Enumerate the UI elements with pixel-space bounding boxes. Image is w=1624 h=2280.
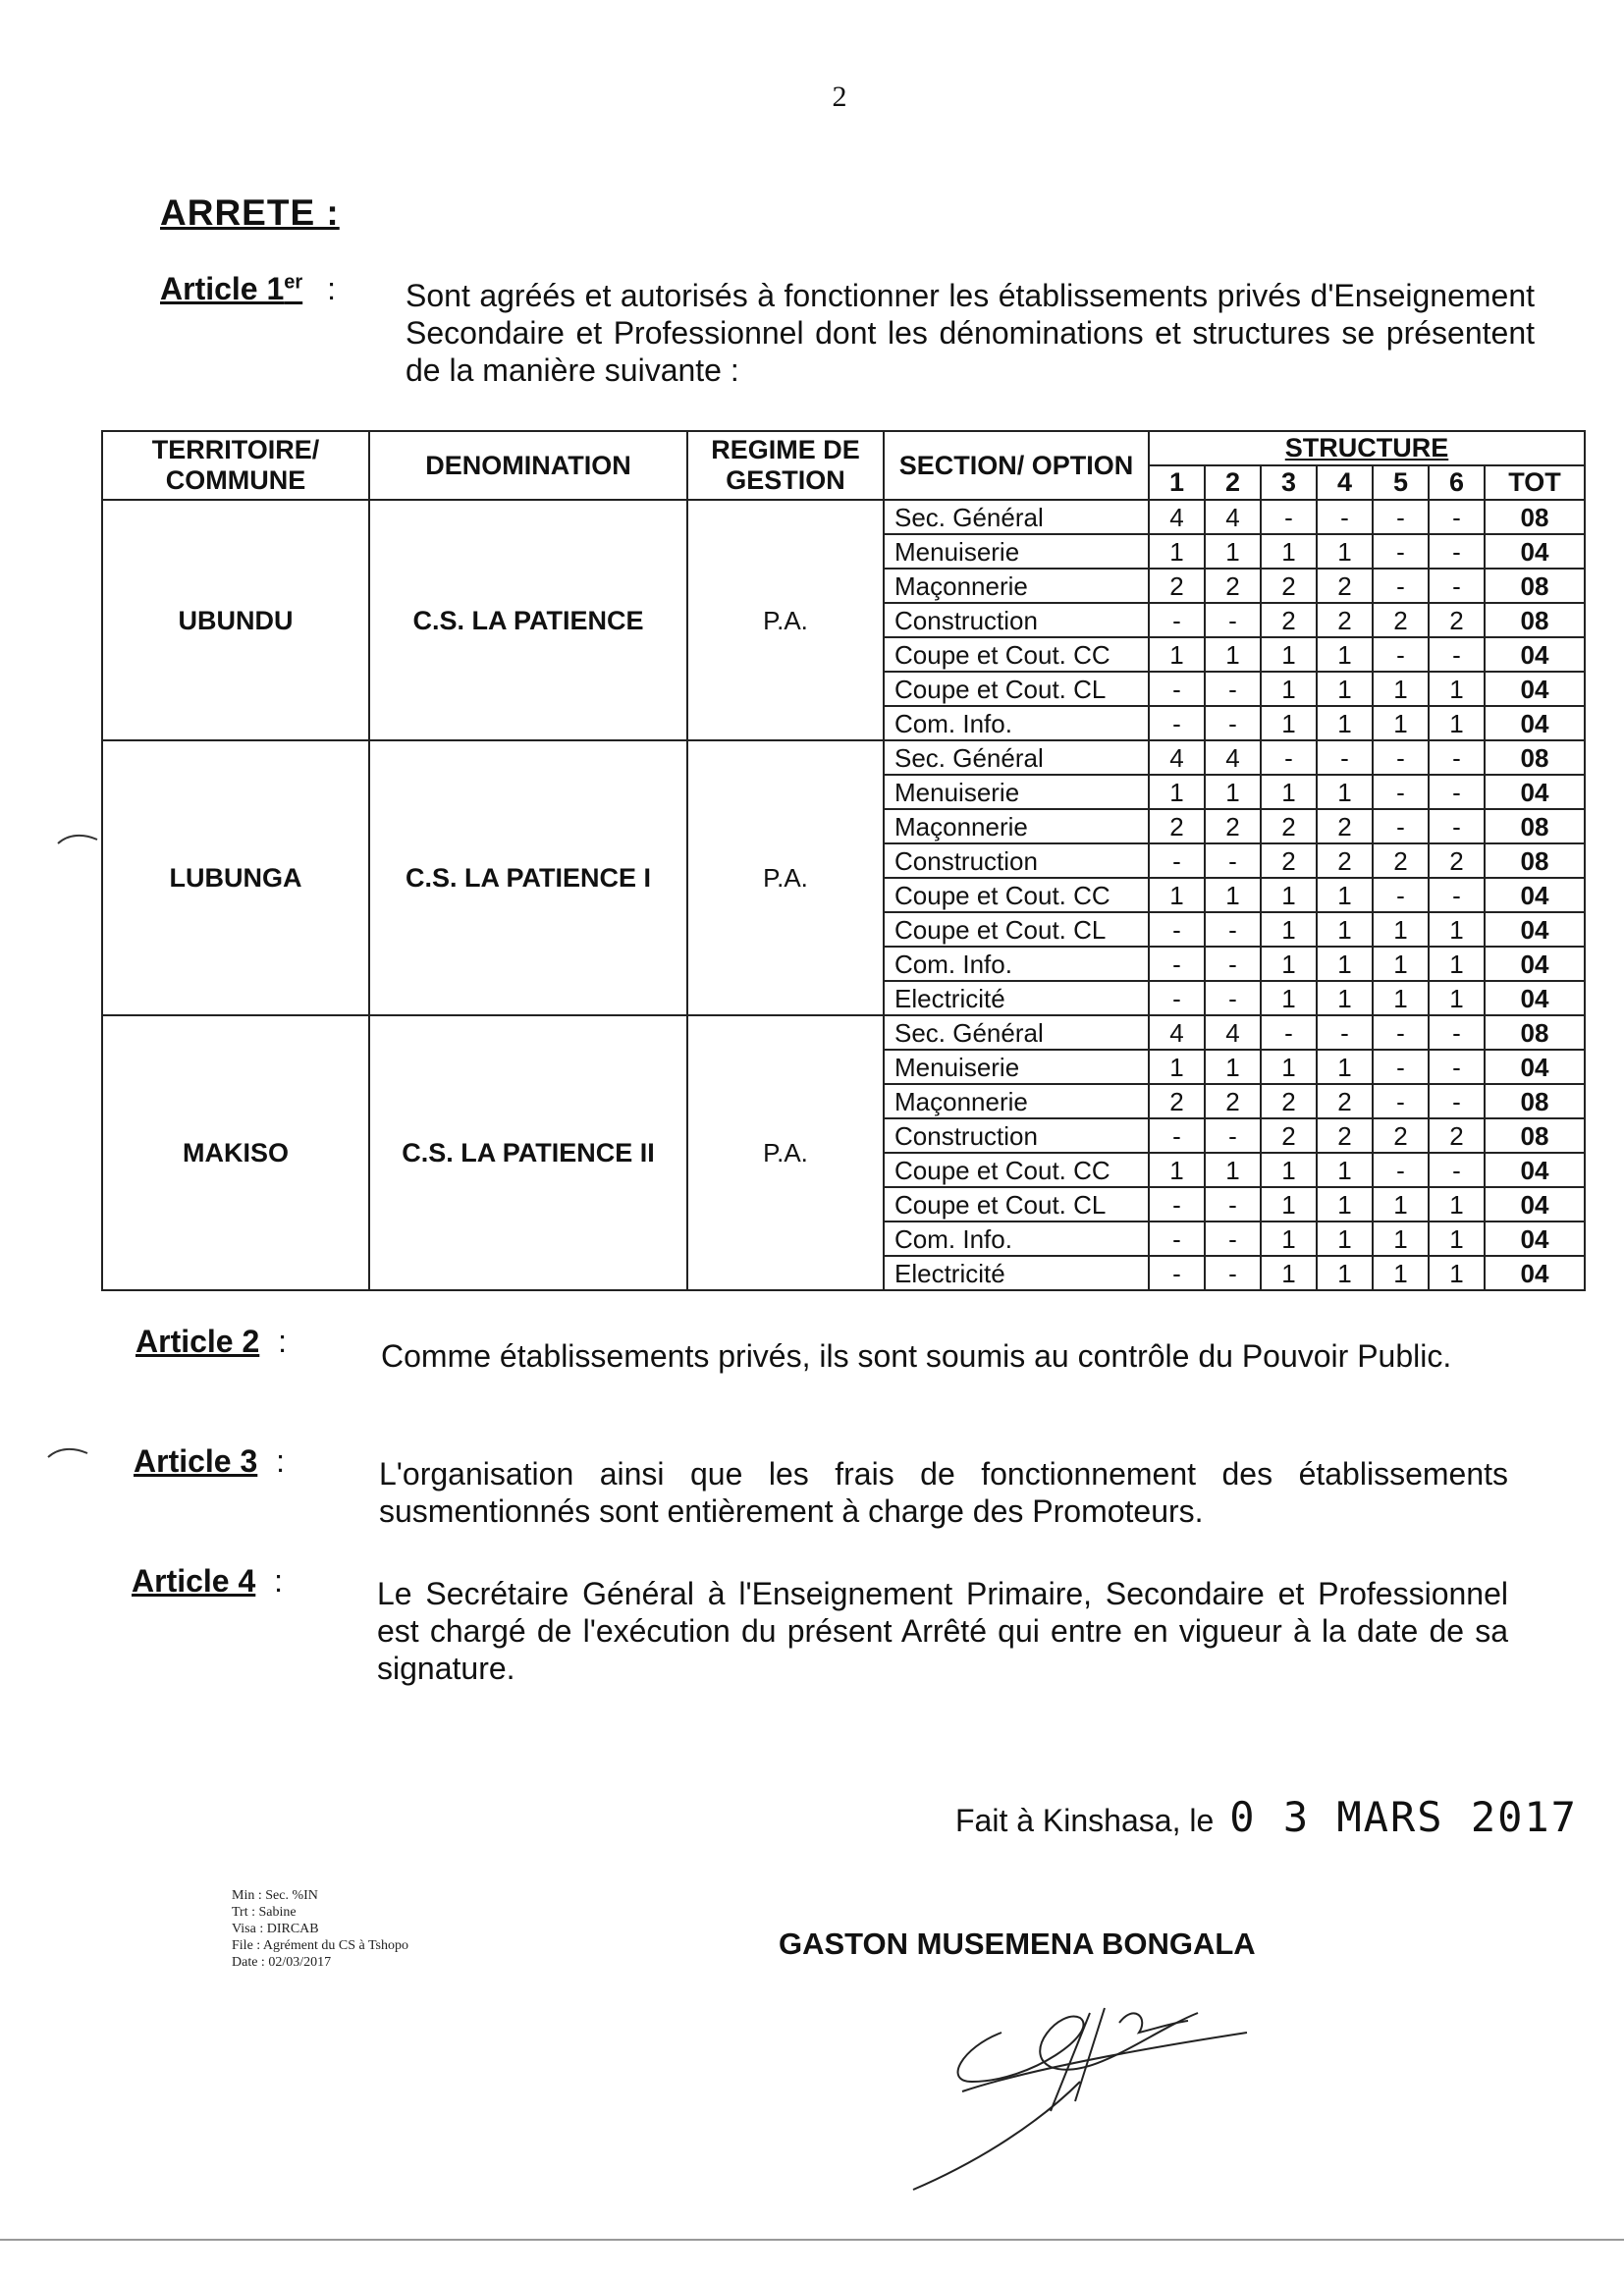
structure-value-cell: - xyxy=(1261,500,1317,534)
structure-value-cell: 2 xyxy=(1261,603,1317,637)
article-4-text: Le Secrétaire Général à l'Enseignement Primaire, Secondaire et Professionnel est chargé de l'exécution du présent Arrêté qui entre en vigueur à la date de sa signature. xyxy=(377,1576,1508,1686)
signatory-name: GASTON MUSEMENA BONGALA xyxy=(779,1927,1256,1961)
table-row xyxy=(102,500,1585,534)
structure-value-cell: 1 xyxy=(1205,775,1261,809)
header-structure xyxy=(1149,431,1585,465)
structure-value-cell: 2 xyxy=(1149,1084,1205,1118)
structure-table xyxy=(101,430,1586,1291)
section-cell: Maçonnerie xyxy=(884,809,1149,843)
structure-value-cell: 1 xyxy=(1149,878,1205,912)
structure-value-cell: - xyxy=(1429,500,1485,534)
structure-value-cell: - xyxy=(1205,947,1261,981)
structure-value-cell: - xyxy=(1261,740,1317,775)
structure-value-cell: 1 xyxy=(1149,1050,1205,1084)
structure-value-cell: 1 xyxy=(1317,1221,1373,1256)
total-cell: 04 xyxy=(1485,878,1585,912)
structure-value-cell: 2 xyxy=(1261,569,1317,603)
structure-value-cell: 1 xyxy=(1261,1221,1317,1256)
structure-value-cell: 1 xyxy=(1373,1187,1429,1221)
structure-value-cell: - xyxy=(1205,1221,1261,1256)
section-cell: Coupe et Cout. CC xyxy=(884,637,1149,672)
territoire-cell: UBUNDU xyxy=(102,500,369,740)
structure-value-cell: 4 xyxy=(1205,740,1261,775)
structure-value-cell: 4 xyxy=(1205,1015,1261,1050)
header-territoire: TERRITOIRE/ COMMUNE xyxy=(102,431,369,500)
section-cell: Coupe et Cout. CL xyxy=(884,912,1149,947)
structure-value-cell: 1 xyxy=(1373,672,1429,706)
total-cell: 04 xyxy=(1485,1187,1585,1221)
regime-cell: P.A. xyxy=(687,740,884,1015)
total-cell: 08 xyxy=(1485,740,1585,775)
regime-cell: P.A. xyxy=(687,1015,884,1290)
structure-value-cell: 1 xyxy=(1317,912,1373,947)
structure-value-cell: - xyxy=(1205,672,1261,706)
total-cell: 08 xyxy=(1485,500,1585,534)
structure-value-cell: 1 xyxy=(1429,1221,1485,1256)
structure-value-cell: 2 xyxy=(1317,569,1373,603)
denomination-cell: C.S. LA PATIENCE xyxy=(369,500,687,740)
territoire-cell: LUBUNGA xyxy=(102,740,369,1015)
structure-value-cell: 1 xyxy=(1317,1153,1373,1187)
structure-value-cell: - xyxy=(1261,1015,1317,1050)
structure-value-cell: - xyxy=(1205,706,1261,740)
structure-value-cell: - xyxy=(1429,1084,1485,1118)
total-cell: 08 xyxy=(1485,1015,1585,1050)
section-cell: Sec. Général xyxy=(884,740,1149,775)
structure-value-cell: - xyxy=(1149,603,1205,637)
structure-value-cell: 1 xyxy=(1429,981,1485,1015)
section-cell: Construction xyxy=(884,843,1149,878)
structure-value-cell: - xyxy=(1429,775,1485,809)
scan-mark xyxy=(54,830,103,849)
header-col-4: 4 xyxy=(1317,465,1373,500)
total-cell: 08 xyxy=(1485,843,1585,878)
structure-value-cell: 1 xyxy=(1317,534,1373,569)
regime-cell: P.A. xyxy=(687,500,884,740)
header-col-3: 3 xyxy=(1261,465,1317,500)
structure-value-cell: - xyxy=(1373,878,1429,912)
section-cell: Menuiserie xyxy=(884,1050,1149,1084)
structure-value-cell: 2 xyxy=(1205,809,1261,843)
structure-value-cell: 2 xyxy=(1261,1084,1317,1118)
structure-value-cell: 1 xyxy=(1429,1256,1485,1290)
article-4-colon: : xyxy=(274,1563,284,1599)
structure-value-cell: 2 xyxy=(1317,809,1373,843)
structure-value-cell: - xyxy=(1149,1187,1205,1221)
header-col-6: 6 xyxy=(1429,465,1485,500)
structure-value-cell: 2 xyxy=(1373,843,1429,878)
structure-value-cell: 1 xyxy=(1373,1221,1429,1256)
structure-value-cell: 1 xyxy=(1261,1256,1317,1290)
structure-value-cell: - xyxy=(1429,1153,1485,1187)
decree-heading: ARRETE : xyxy=(160,192,340,233)
structure-value-cell: 1 xyxy=(1149,534,1205,569)
structure-value-cell: - xyxy=(1149,981,1205,1015)
structure-value-cell: 2 xyxy=(1429,603,1485,637)
handwritten-signature xyxy=(903,1974,1257,2199)
structure-value-cell: 1 xyxy=(1317,1187,1373,1221)
structure-value-cell: 1 xyxy=(1261,947,1317,981)
structure-value-cell: - xyxy=(1429,637,1485,672)
structure-value-cell: 4 xyxy=(1149,500,1205,534)
article-4-label-text: Article 4 xyxy=(132,1563,256,1599)
structure-value-cell: - xyxy=(1373,775,1429,809)
structure-value-cell: 1 xyxy=(1429,912,1485,947)
structure-value-cell: - xyxy=(1373,1084,1429,1118)
structure-value-cell: 1 xyxy=(1429,706,1485,740)
denomination-cell: C.S. LA PATIENCE II xyxy=(369,1015,687,1290)
structure-value-cell: - xyxy=(1205,912,1261,947)
section-cell: Coupe et Cout. CL xyxy=(884,1187,1149,1221)
structure-value-cell: 1 xyxy=(1317,878,1373,912)
structure-value-cell: 1 xyxy=(1317,775,1373,809)
total-cell: 04 xyxy=(1485,1256,1585,1290)
structure-value-cell: 2 xyxy=(1429,843,1485,878)
structure-value-cell: - xyxy=(1205,1187,1261,1221)
total-cell: 08 xyxy=(1485,569,1585,603)
structure-value-cell: 1 xyxy=(1261,981,1317,1015)
structure-value-cell: 1 xyxy=(1149,775,1205,809)
structure-value-cell: 1 xyxy=(1317,981,1373,1015)
structure-value-cell: 1 xyxy=(1373,1256,1429,1290)
structure-value-cell: 1 xyxy=(1429,672,1485,706)
structure-value-cell: 1 xyxy=(1149,1153,1205,1187)
reference-line: Min : Sec. %IN xyxy=(232,1888,318,1903)
header-regime: REGIME DE GESTION xyxy=(687,431,884,500)
structure-value-cell: - xyxy=(1373,569,1429,603)
article-2-label xyxy=(135,1324,287,1360)
structure-value-cell: 1 xyxy=(1205,878,1261,912)
section-cell: Construction xyxy=(884,603,1149,637)
structure-value-cell: 1 xyxy=(1373,947,1429,981)
section-cell: Maçonnerie xyxy=(884,569,1149,603)
total-cell: 08 xyxy=(1485,1118,1585,1153)
structure-value-cell: 2 xyxy=(1261,843,1317,878)
structure-value-cell: - xyxy=(1205,843,1261,878)
section-cell: Com. Info. xyxy=(884,706,1149,740)
structure-value-cell: - xyxy=(1429,534,1485,569)
total-cell: 04 xyxy=(1485,706,1585,740)
structure-value-cell: 1 xyxy=(1261,1187,1317,1221)
structure-value-cell: 1 xyxy=(1373,912,1429,947)
total-cell: 04 xyxy=(1485,1221,1585,1256)
total-cell: 04 xyxy=(1485,534,1585,569)
structure-value-cell: 2 xyxy=(1149,569,1205,603)
structure-value-cell: 2 xyxy=(1317,603,1373,637)
structure-value-cell: 1 xyxy=(1261,637,1317,672)
date-stamp: 0 3 MARS 2017 xyxy=(1229,1793,1578,1841)
territoire-cell: MAKISO xyxy=(102,1015,369,1290)
header-col-tot: TOT xyxy=(1485,465,1585,500)
article-3-colon: : xyxy=(276,1443,286,1479)
total-cell: 04 xyxy=(1485,1050,1585,1084)
structure-value-cell: - xyxy=(1373,500,1429,534)
total-cell: 04 xyxy=(1485,912,1585,947)
structure-value-cell: 4 xyxy=(1149,1015,1205,1050)
header-col-1: 1 xyxy=(1149,465,1205,500)
structure-value-cell: - xyxy=(1317,1015,1373,1050)
section-cell: Electricité xyxy=(884,1256,1149,1290)
structure-value-cell: 2 xyxy=(1205,569,1261,603)
total-cell: 08 xyxy=(1485,1084,1585,1118)
structure-value-cell: 1 xyxy=(1261,878,1317,912)
reference-line: Visa : DIRCAB xyxy=(232,1922,319,1936)
structure-value-cell: - xyxy=(1149,912,1205,947)
article-2-colon: : xyxy=(278,1324,288,1359)
header-col-2: 2 xyxy=(1205,465,1261,500)
denomination-cell: C.S. LA PATIENCE I xyxy=(369,740,687,1015)
total-cell: 04 xyxy=(1485,775,1585,809)
structure-value-cell: 1 xyxy=(1317,947,1373,981)
structure-value-cell: - xyxy=(1205,981,1261,1015)
table-row xyxy=(102,740,1585,775)
structure-value-cell: - xyxy=(1373,534,1429,569)
structure-value-cell: 1 xyxy=(1429,947,1485,981)
article-4-label xyxy=(132,1563,283,1600)
structure-value-cell: - xyxy=(1373,1015,1429,1050)
structure-value-cell: 1 xyxy=(1429,1187,1485,1221)
total-cell: 04 xyxy=(1485,981,1585,1015)
structure-value-cell: 1 xyxy=(1317,706,1373,740)
structure-value-cell: 2 xyxy=(1373,603,1429,637)
section-cell: Menuiserie xyxy=(884,775,1149,809)
section-cell: Coupe et Cout. CC xyxy=(884,1153,1149,1187)
article-2-text: Comme établissements privés, ils sont soumis au contrôle du Pouvoir Public. xyxy=(381,1338,1452,1374)
structure-value-cell: - xyxy=(1373,637,1429,672)
total-cell: 04 xyxy=(1485,672,1585,706)
section-cell: Coupe et Cout. CL xyxy=(884,672,1149,706)
structure-value-cell: 1 xyxy=(1149,637,1205,672)
section-cell: Electricité xyxy=(884,981,1149,1015)
header-col-5: 5 xyxy=(1373,465,1429,500)
header-structure-text: STRUCTURE xyxy=(1284,433,1449,462)
article-1-colon: : xyxy=(327,271,336,306)
structure-value-cell: - xyxy=(1149,1221,1205,1256)
structure-value-cell: 2 xyxy=(1373,1118,1429,1153)
scan-mark xyxy=(44,1443,93,1463)
signing-place-date xyxy=(955,1793,1578,1841)
article-1-text: Sont agréés et autorisés à fonctionner les établissements privés d'Enseignement Secondaire et Professionnel dont les dénominations et structures se présentent de la manière suivante : xyxy=(406,278,1535,388)
structure-value-cell: 1 xyxy=(1261,706,1317,740)
total-cell: 04 xyxy=(1485,947,1585,981)
structure-value-cell: 1 xyxy=(1205,637,1261,672)
page-number: 2 xyxy=(832,81,847,113)
structure-value-cell: 1 xyxy=(1317,1050,1373,1084)
reference-line: File : Agrément du CS à Tshopo xyxy=(232,1938,408,1953)
structure-value-cell: - xyxy=(1149,1118,1205,1153)
structure-value-cell: - xyxy=(1149,672,1205,706)
structure-value-cell: 1 xyxy=(1205,1050,1261,1084)
structure-value-cell: - xyxy=(1317,740,1373,775)
structure-value-cell: 1 xyxy=(1373,981,1429,1015)
total-cell: 08 xyxy=(1485,603,1585,637)
structure-value-cell: 1 xyxy=(1261,912,1317,947)
structure-value-cell: - xyxy=(1149,947,1205,981)
structure-value-cell: 1 xyxy=(1373,706,1429,740)
structure-value-cell: - xyxy=(1149,706,1205,740)
structure-value-cell: - xyxy=(1429,1015,1485,1050)
section-cell: Maçonnerie xyxy=(884,1084,1149,1118)
reference-block xyxy=(232,1887,408,1971)
header-denomination: DENOMINATION xyxy=(369,431,687,500)
structure-value-cell: 2 xyxy=(1317,1118,1373,1153)
structure-value-cell: - xyxy=(1373,1050,1429,1084)
structure-value-cell: 1 xyxy=(1317,672,1373,706)
structure-body xyxy=(102,500,1585,1290)
table-row xyxy=(102,1015,1585,1050)
article-1-label xyxy=(160,271,336,307)
section-cell: Sec. Général xyxy=(884,1015,1149,1050)
structure-value-cell: - xyxy=(1429,569,1485,603)
structure-value-cell: 2 xyxy=(1261,809,1317,843)
total-cell: 04 xyxy=(1485,637,1585,672)
structure-value-cell: 2 xyxy=(1205,1084,1261,1118)
structure-value-cell: 1 xyxy=(1317,1256,1373,1290)
article-1-label-text: Article 1 xyxy=(160,271,285,306)
article-3-text: L'organisation ainsi que les frais de fonctionnement des établissements susmentionnés sont entièrement à charge des Promoteurs. xyxy=(379,1456,1508,1529)
article-3-label-text: Article 3 xyxy=(134,1443,258,1479)
section-cell: Com. Info. xyxy=(884,1221,1149,1256)
reference-line: Date : 02/03/2017 xyxy=(232,1955,332,1970)
structure-value-cell: 1 xyxy=(1205,1153,1261,1187)
structure-value-cell: 1 xyxy=(1261,775,1317,809)
structure-value-cell: - xyxy=(1205,1118,1261,1153)
total-cell: 04 xyxy=(1485,1153,1585,1187)
structure-value-cell: 1 xyxy=(1261,1153,1317,1187)
section-cell: Coupe et Cout. CC xyxy=(884,878,1149,912)
signing-place: Fait à Kinshasa, le xyxy=(955,1803,1215,1838)
structure-value-cell: - xyxy=(1373,1153,1429,1187)
structure-value-cell: - xyxy=(1317,500,1373,534)
structure-value-cell: 2 xyxy=(1317,843,1373,878)
header-section: SECTION/ OPTION xyxy=(884,431,1149,500)
structure-value-cell: - xyxy=(1149,843,1205,878)
structure-value-cell: - xyxy=(1205,1256,1261,1290)
structure-value-cell: 4 xyxy=(1149,740,1205,775)
structure-value-cell: 1 xyxy=(1261,672,1317,706)
structure-value-cell: 4 xyxy=(1205,500,1261,534)
scan-edge-line xyxy=(0,2239,1624,2241)
structure-value-cell: 1 xyxy=(1261,534,1317,569)
structure-value-cell: - xyxy=(1429,878,1485,912)
section-cell: Sec. Général xyxy=(884,500,1149,534)
structure-value-cell: - xyxy=(1373,740,1429,775)
article-3-label xyxy=(134,1443,285,1480)
structure-value-cell: 2 xyxy=(1261,1118,1317,1153)
structure-value-cell: - xyxy=(1429,809,1485,843)
structure-value-cell: 1 xyxy=(1261,1050,1317,1084)
structure-value-cell: 2 xyxy=(1429,1118,1485,1153)
section-cell: Construction xyxy=(884,1118,1149,1153)
structure-value-cell: 1 xyxy=(1317,637,1373,672)
article-1-superscript: er xyxy=(284,271,303,294)
structure-value-cell: - xyxy=(1373,809,1429,843)
section-cell: Com. Info. xyxy=(884,947,1149,981)
structure-value-cell: - xyxy=(1429,740,1485,775)
structure-value-cell: 2 xyxy=(1317,1084,1373,1118)
reference-line: Trt : Sabine xyxy=(232,1905,297,1920)
structure-value-cell: 2 xyxy=(1149,809,1205,843)
total-cell: 08 xyxy=(1485,809,1585,843)
section-cell: Menuiserie xyxy=(884,534,1149,569)
structure-value-cell: 1 xyxy=(1205,534,1261,569)
article-2-label-text: Article 2 xyxy=(135,1324,260,1359)
structure-value-cell: - xyxy=(1205,603,1261,637)
structure-value-cell: - xyxy=(1429,1050,1485,1084)
structure-value-cell: - xyxy=(1149,1256,1205,1290)
